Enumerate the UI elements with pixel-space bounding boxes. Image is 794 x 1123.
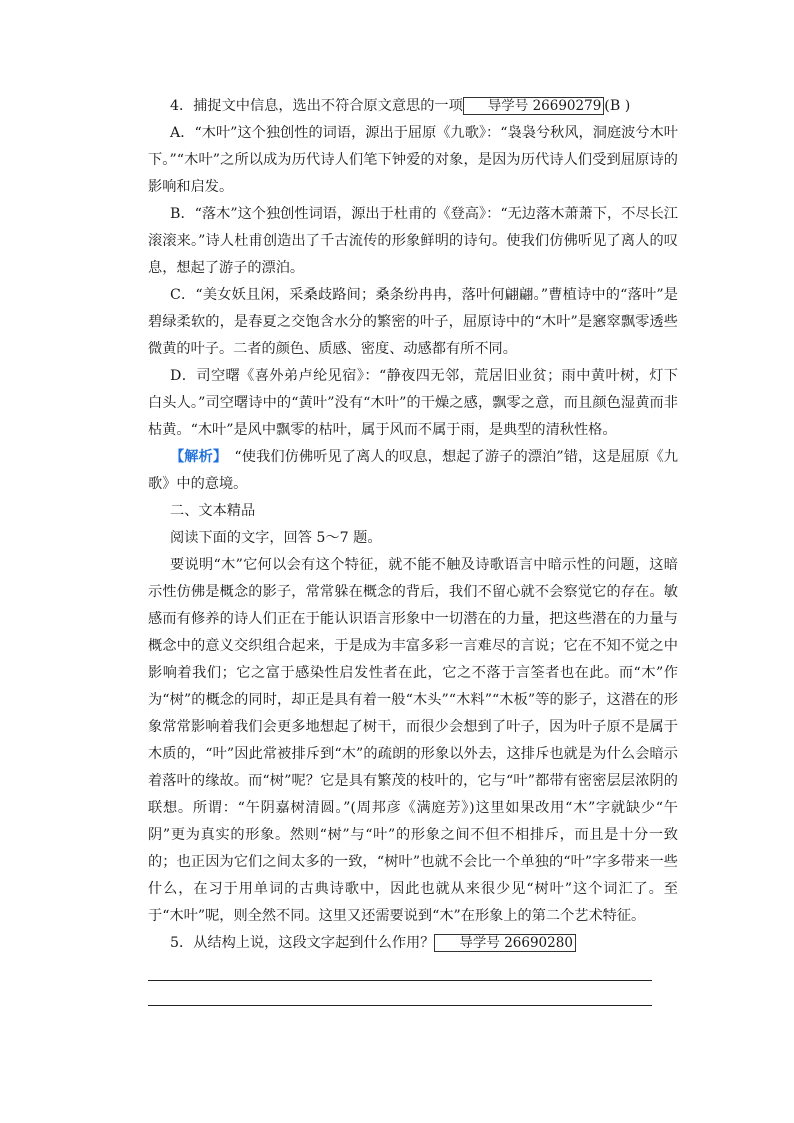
question-5-stem xyxy=(148,930,678,957)
question-4-code-box: 导学号 26690279 xyxy=(463,97,605,115)
question-5-code-box: 导学号 26690280 xyxy=(434,934,576,952)
section-heading: 二、文本精品 xyxy=(170,503,256,519)
option-b: B．“落木”这个独创性词语，源出于杜甫的《登高》：“无边落木萧萧下，不尽长江滚滚来。”诗人杜甫创造出了千古流传的形象鲜明的诗句。使我们仿佛听见了离人的叹息，想起了游子的漂泊。 xyxy=(148,206,678,276)
answer-area[interactable] xyxy=(148,980,652,1030)
answer-line[interactable] xyxy=(148,1005,652,1006)
reading-instruction: 阅读下面的文字，回答 5～7 题。 xyxy=(170,530,382,546)
question-5-text: 5．从结构上说，这段文字起到什么作用？ xyxy=(170,935,435,951)
reading-passage: 要说明“木”它何以会有这个特征，就不能不触及诗歌语言中暗示性的问题，这暗示性仿佛是概念的影子，常常躲在概念的背后，我们不留心就不会察觉它的存在。敏感而有修养的诗人们正在于能认识语言形象中一切潜在的力量，把这些潜在的力量与概念中的意义交织组合起来，于是成为丰富多彩一言难尽的言说；它在不知不觉之中影响着我们；它之富于感染性启发性者在此，它之不落于言筌者也在此。而“木”作为“树”的概念的同时，却正是具有着一般“木头”“木料”“木板”等的影子，这潜在的形象常常影响着我们会更多地想起了树干，而很少会想到了叶子，因为叶子原不是属于木质的，“叶”因此常被排斥到“木”的疏朗的形象以外去，这排斥也就是为什么会暗示着落叶的缘故。而“树”呢？它是具有繁茂的枝叶的，它与“叶”都带有密密层层浓阴的联想。所谓：“午阴嘉树清圆。”(周邦彦《满庭芳》)这里如果改用“木”字就缺少“午阴”更为真实的形象。然则“树”与“叶”的形象之间不但不相排斥，而且是十分一致的；也正因为它们之间太多的一致，“树叶”也就不会比一个单独的“叶”字多带来一些什么，在习于用单词的古典诗歌中，因此也就从来很少见“树叶”这个词汇了。至于“木叶”呢，则全然不同。这里又还需要说到“木”在形象上的第二个艺术特征。 xyxy=(148,557,678,924)
option-c: C．“美女妖且闲，采桑歧路间；桑条纷冉冉，落叶何翩翩。”曹植诗中的“落叶”是碧绿柔软的，是春夏之交饱含水分的繁密的叶子，屈原诗中的“木叶”是窸窣飘零透些微黄的叶子。二者的颜色、质感、密度、动感都有所不同。 xyxy=(148,287,678,357)
question-4-text: 4．捕捉文中信息，选出不符合原文意思的一项 xyxy=(170,98,463,114)
analysis-paragraph xyxy=(148,444,678,498)
option-d: D．司空曙《喜外弟卢纶见宿》：“静夜四无邻，荒居旧业贫；雨中黄叶树，灯下白头人。”司空曙诗中的“黄叶”没有“木叶”的干燥之感，飘零之意，而且颜色湿黄而非枯黄。“木叶”是风中飘零的枯叶，属于风而不属于雨，是典型的清秋性格。 xyxy=(148,368,678,438)
answer-line[interactable] xyxy=(148,980,652,981)
analysis-tag: 【解析】 xyxy=(170,449,221,465)
analysis-text: “使我们仿佛听见了离人的叹息，想起了游子的漂泊”错，这是屈原《九歌》中的意境。 xyxy=(148,449,678,492)
question-4-stem xyxy=(148,93,678,120)
option-a: A．“木叶”这个独创性的词语，源出于屈原《九歌》：“袅袅兮秋风，洞庭波兮木叶下。”“木叶”之所以成为历代诗人们笔下钟爱的对象，是因为历代诗人们受到屈原诗的影响和启发。 xyxy=(148,125,678,195)
question-4-answer: (B ) xyxy=(604,98,631,114)
document-body xyxy=(148,93,678,957)
